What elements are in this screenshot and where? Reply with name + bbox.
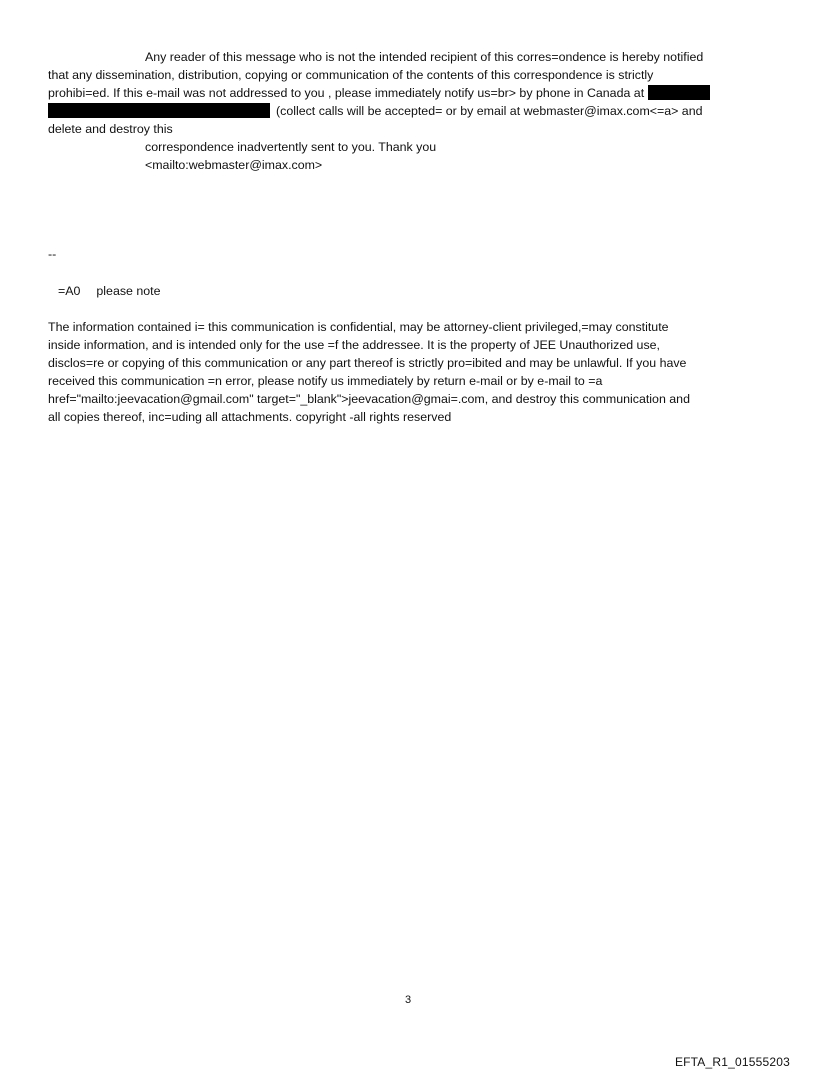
- paragraph1-line6: correspondence inadvertently sent to you. Thank you: [145, 140, 437, 154]
- paragraph1-line5: delete and destroy this: [48, 122, 173, 136]
- disclaimer-line2: inside information, and is intended only for the use =f the addressee. It is the property of JEE Unauthorized use,: [48, 338, 660, 352]
- disclaimer-line3: disclos=re or copying of this communication or any part thereof is strictly pro=ibited and may be unlawful. If you have: [48, 356, 687, 370]
- paragraph1-line7: <mailto:webmaster@imax.com>: [145, 158, 323, 172]
- note-label: please note: [96, 284, 161, 298]
- note-line: [58, 282, 160, 300]
- note-code: =A0: [58, 284, 81, 298]
- separator: --: [48, 247, 57, 261]
- paragraph1-line3: [48, 84, 710, 102]
- page-number: 3: [404, 994, 412, 1006]
- redaction-block: [648, 85, 710, 100]
- bates-number: EFTA_R1_01555203: [674, 1055, 790, 1069]
- disclaimer-line1: The information contained i= this communication is confidential, may be attorney-client privileged,=may constitute: [48, 320, 669, 334]
- paragraph1-line2: that any dissemination, distribution, copying or communication of the contents of this correspondence is strictly: [48, 68, 654, 82]
- disclaimer-line5: href="mailto:jeevacation@gmail.com" target="_blank">jeevacation@gmai=.com, and destroy this communication and: [48, 392, 690, 406]
- disclaimer-line6: all copies thereof, inc=uding all attachments. copyright -all rights reserved: [48, 410, 452, 424]
- paragraph1-line3-text: prohibi=ed. If this e-mail was not addressed to you , please immediately notify us=br> by phone in Canada at: [48, 86, 645, 100]
- disclaimer-line4: received this communication =n error, please notify us immediately by return e-mail or by e-mail to =a: [48, 374, 603, 388]
- paragraph1-line4: (collect calls will be accepted= or by email at webmaster@imax.com<=a> and: [276, 104, 703, 118]
- redaction-block: [48, 103, 270, 118]
- paragraph1-line1: Any reader of this message who is not the intended recipient of this corres=ondence is hereby notified: [145, 50, 704, 64]
